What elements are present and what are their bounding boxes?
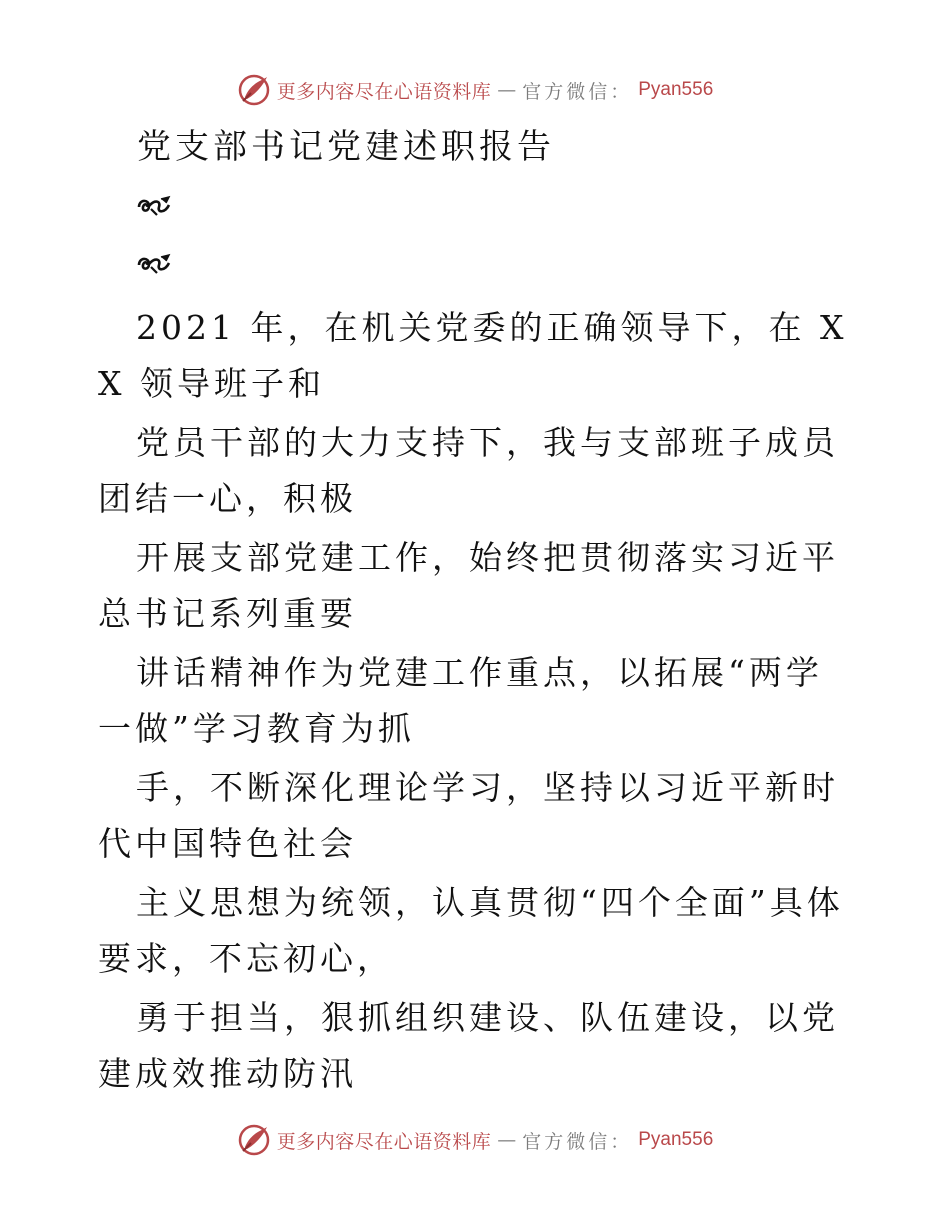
- watermark-wechat-id: Pyan556: [638, 79, 714, 100]
- watermark-brand: 更多内容尽在心语资料库: [276, 1130, 492, 1153]
- paragraph: 讲话精神作为党建工作重点，以拓展“两学一做”学习教育为抓: [98, 653, 823, 748]
- quill-logo-icon: [237, 73, 271, 107]
- watermark-official-label: 官方微信：: [522, 80, 633, 103]
- paragraph: 开展支部党建工作，始终把贯彻落实习近平总书记系列重要: [98, 538, 839, 633]
- watermark-dash: —: [497, 79, 517, 101]
- watermark-dash: —: [497, 1129, 517, 1151]
- document-title: 党支部书记党建述职报告: [137, 127, 555, 167]
- footer-watermark: [0, 1120, 950, 1160]
- paragraph: 党员干部的大力支持下，我与支部班子成员团结一心，积极: [98, 423, 839, 518]
- flourish-ornament-icon: [135, 193, 173, 217]
- watermark-brand: 更多内容尽在心语资料库: [276, 80, 492, 103]
- quill-logo-icon: [237, 1123, 271, 1157]
- document-body: [98, 300, 858, 1105]
- paragraph: 2021 年，在机关党委的正确领导下，在 XX 领导班子和: [98, 308, 848, 403]
- header-watermark: [0, 70, 950, 110]
- paragraph: 手，不断深化理论学习，坚持以习近平新时代中国特色社会: [98, 768, 839, 863]
- paragraph: 主义思想为统领，认真贯彻“四个全面”具体要求，不忘初心，: [98, 883, 844, 978]
- watermark-wechat-id: Pyan556: [638, 1129, 714, 1150]
- paragraph: 勇于担当，狠抓组织建设、队伍建设，以党建成效推动防汛: [98, 998, 839, 1093]
- watermark-official-label: 官方微信：: [522, 1130, 633, 1153]
- flourish-ornament-icon: [135, 251, 173, 275]
